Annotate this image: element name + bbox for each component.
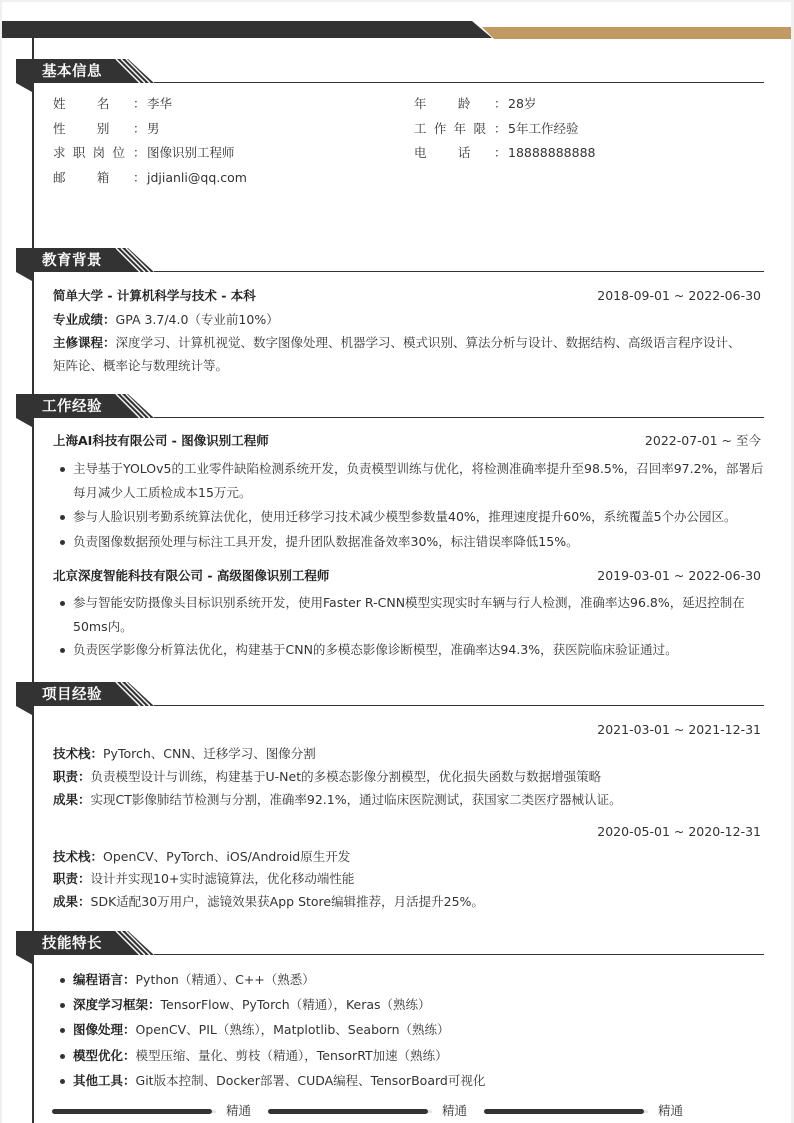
project-result: 成果：SDK适配30万用户，滤镜效果获App Store编辑推荐，月活提升25%。: [53, 894, 484, 909]
section-rule: [154, 82, 764, 83]
section-rule: [154, 705, 764, 706]
section-header-education: [16, 248, 764, 274]
project-stack: 技术栈：PyTorch、CNN、迁移学习、图像分割: [53, 746, 316, 761]
stripes-icon: [114, 248, 158, 272]
header-bar-dark: [2, 21, 492, 38]
resume-page: [2, 2, 791, 1123]
job-title: 北京深度智能科技有限公司 - 高级图像识别工程师: [53, 568, 330, 583]
skill-item: 深度学习框架：TensorFlow、PyTorch（精通），Keras（熟练）: [60, 993, 766, 1017]
section-fold: [16, 706, 32, 715]
stripes-icon: [114, 394, 158, 418]
stripes-icon: [114, 682, 158, 706]
section-fold: [16, 272, 32, 281]
project-date: 2021-03-01 ~ 2021-12-31: [597, 722, 761, 737]
email-value[interactable]: jdjianli@qq.com: [147, 170, 247, 185]
job-bullet: 负责图像数据预处理与标注工具开发，提升团队数据准备效率30%，标注错误率降低15%。: [60, 530, 766, 554]
education-courses-cont: 矩阵论、概率论与数理统计等。: [53, 358, 229, 373]
name-value: 李华: [147, 96, 173, 111]
project-date: 2020-05-01 ~ 2020-12-31: [597, 824, 761, 839]
age-value: 28岁: [508, 96, 537, 111]
section-title: 教育背景: [42, 253, 102, 269]
section-fold: [16, 83, 32, 92]
education-date: 2018-09-01 ~ 2022-06-30: [597, 288, 761, 303]
field-age: 年 龄 ：28岁: [414, 96, 537, 111]
stripes-icon: [114, 931, 158, 955]
field-work-years: 工 作 年 限 ：5年工作经验: [414, 121, 579, 136]
section-header-projects: [16, 682, 764, 708]
field-gender: 性 别 ：男: [53, 121, 160, 136]
job-bullet: 主导基于YOLOv5的工业零件缺陷检测系统开发，负责模型训练与优化，将检测准确率提升至98.5%，召回率97.2%，部署后每月减少人工质检成本15万元。: [60, 457, 766, 505]
section-header-skills: [16, 931, 764, 957]
section-title: 工作经验: [42, 399, 102, 415]
phone-value[interactable]: 18888888888: [508, 145, 596, 160]
section-title: 项目经验: [42, 687, 102, 703]
job-bullet: 负责医学影像分析算法优化，构建基于CNN的多模态影像诊断模型，准确率达94.3%，获医院临床验证通过。: [60, 638, 766, 662]
section-rule: [154, 954, 764, 955]
skill-item: 编程语言：Python（精通）、C++（熟悉）: [60, 968, 766, 992]
education-title: 简单大学 - 计算机科学与技术 - 本科: [53, 288, 256, 303]
section-fold: [16, 418, 32, 427]
stripes-icon: [114, 59, 158, 83]
field-position: 求 职 岗 位 ：图像识别工程师: [53, 145, 235, 160]
skill-item: 模型优化：模型压缩、量化、剪枝（精通），TensorRT加速（熟练）: [60, 1044, 766, 1068]
work-years-value: 5年工作经验: [508, 121, 579, 136]
section-title: 技能特长: [42, 936, 102, 952]
field-email: 邮 箱 ：jdjianli@qq.com: [53, 170, 247, 185]
field-label: 姓 名: [53, 96, 110, 111]
gender-value: 男: [147, 121, 160, 136]
skill-level-label: 精通: [658, 1103, 684, 1118]
skill-bar: [484, 1109, 644, 1114]
job-date: 2022-07-01 ~ 至今: [644, 433, 761, 448]
project-stack: 技术栈：OpenCV、PyTorch、iOS/Android原生开发: [53, 849, 351, 864]
education-courses: 主修课程：深度学习、计算机视觉、数字图像处理、机器学习、模式识别、算法分析与设计、数据结构、高级语言程序设计、: [53, 335, 741, 350]
skill-bar: [52, 1109, 212, 1114]
job-title: 上海AI科技有限公司 - 图像识别工程师: [53, 433, 269, 448]
job-date: 2019-03-01 ~ 2022-06-30: [597, 568, 761, 583]
project-result: 成果：实现CT影像肺结节检测与分割，准确率92.1%，通过临床医院测试，获国家二类医疗器械认证。: [53, 792, 622, 807]
education-gpa: 专业成绩：GPA 3.7/4.0（专业前10%）: [53, 312, 279, 327]
skill-bar: [268, 1109, 428, 1114]
section-title: 基本信息: [42, 64, 102, 80]
job-bullet: 参与人脸识别考勤系统算法优化，使用迁移学习技术减少模型参数量40%，推理速度提升60%，系统覆盖5个办公园区。: [60, 505, 766, 529]
field-name: 姓 名 ：李华: [53, 96, 173, 111]
section-fold: [16, 955, 32, 964]
skill-item: 其他工具：Git版本控制、Docker部署、CUDA编程、TensorBoard可视化: [60, 1069, 766, 1093]
position-value: 图像识别工程师: [147, 145, 235, 160]
section-rule: [154, 271, 764, 272]
project-duty: 职责：设计并实现10+实时滤镜算法，优化移动端性能: [53, 871, 355, 886]
skill-level-label: 精通: [226, 1103, 252, 1118]
skill-level-label: 精通: [442, 1103, 468, 1118]
header-bar-gold: [482, 27, 791, 39]
left-border-line: [32, 38, 34, 1123]
job-bullet: 参与智能安防摄像头目标识别系统开发，使用Faster R-CNN模型实现实时车辆与行人检测，准确率达96.8%，延迟控制在50ms内。: [60, 591, 766, 639]
section-header-basic-info: [16, 59, 764, 85]
project-duty: 职责：负责模型设计与训练，构建基于U-Net的多模态影像分割模型，优化损失函数与数据增强策略: [53, 769, 602, 784]
field-phone: 电 话 ：18888888888: [414, 145, 596, 160]
skill-item: 图像处理：OpenCV、PIL（熟练），Matplotlib、Seaborn（熟练）: [60, 1018, 766, 1042]
section-rule: [154, 417, 764, 418]
section-header-work: [16, 394, 764, 420]
